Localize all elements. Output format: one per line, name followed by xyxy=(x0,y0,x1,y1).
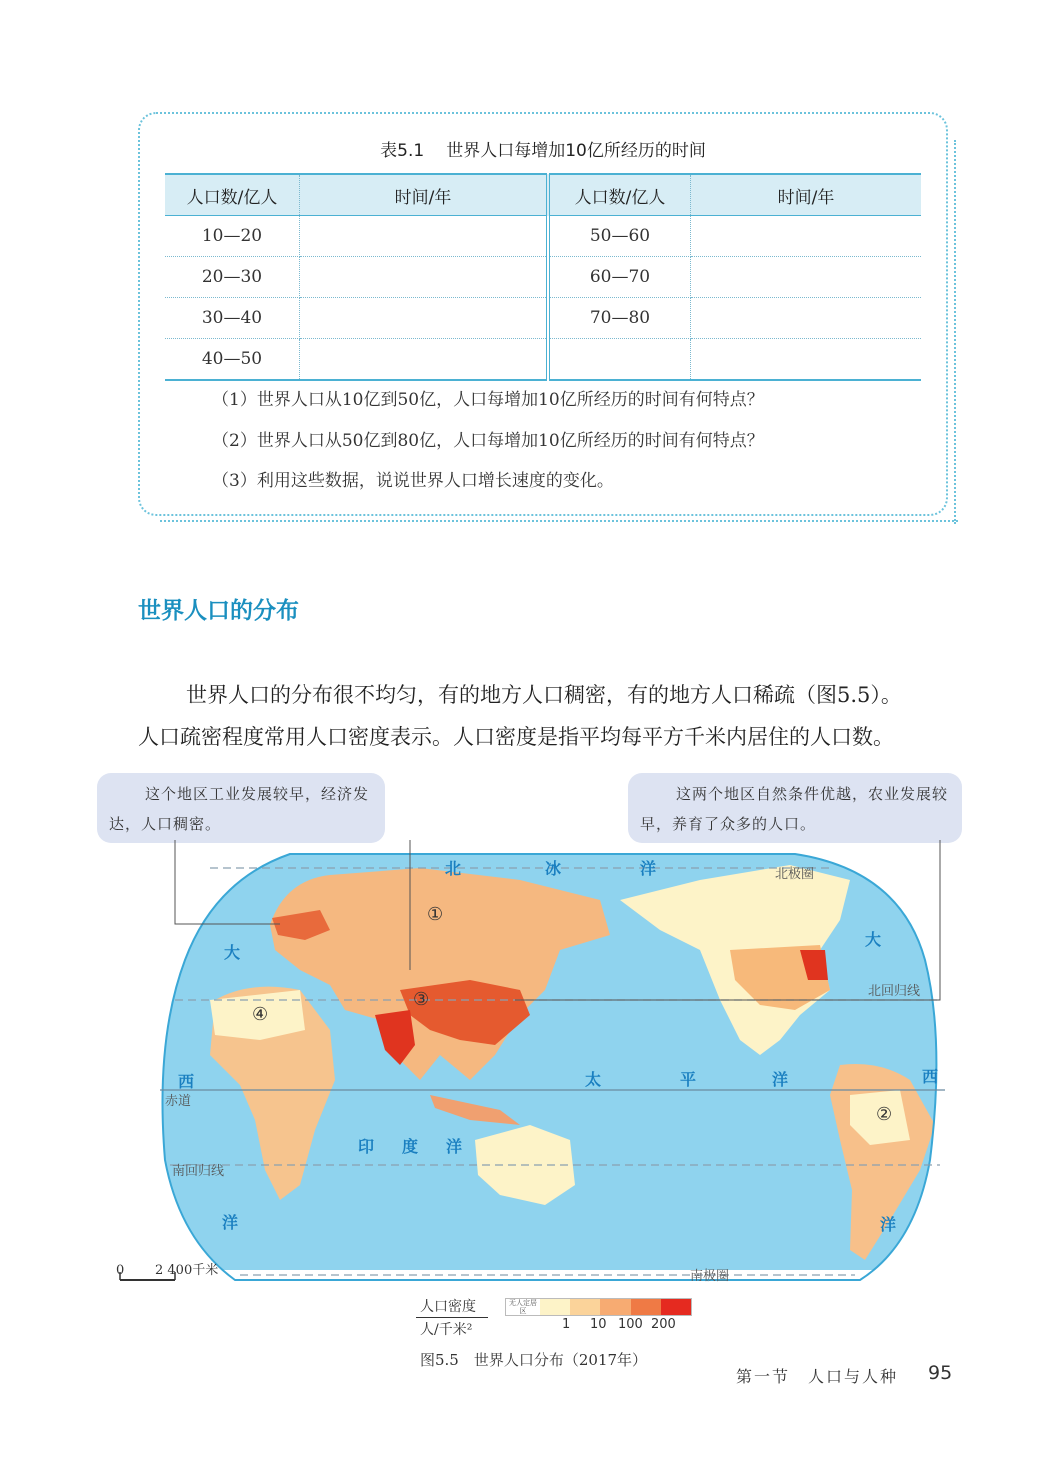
header-cell: 人口数/亿人 xyxy=(165,174,300,216)
ocean-label-atlantic-left: 洋 xyxy=(222,1213,239,1232)
scale-distance: 2 400千米 xyxy=(155,1263,219,1278)
table-row xyxy=(165,257,921,298)
legend-swatch xyxy=(600,1299,630,1315)
table-cell xyxy=(548,339,691,381)
callout-left: 这个地区工业发展较早，经济发达，人口稠密。 xyxy=(97,773,385,843)
legend-swatch xyxy=(570,1299,600,1315)
legend-tick: 100 xyxy=(618,1317,643,1332)
paragraph-line-1: 世界人口的分布很不均匀，有的地方人口稠密，有的地方人口稀疏（图5.5）。 xyxy=(186,683,902,707)
ocean-label-arctic: 北 xyxy=(445,859,462,878)
equator-label: 赤道 xyxy=(165,1094,192,1109)
table-cell xyxy=(300,298,549,339)
question-2: （2）世界人口从50亿到80亿，人口每增加10亿所经历的时间有何特点？ xyxy=(212,431,764,451)
header-cell: 时间/年 xyxy=(300,174,549,216)
question-3: （3）利用这些数据，说说世界人口增长速度的变化。 xyxy=(212,471,614,491)
table-title xyxy=(138,136,948,161)
region-marker-4: ④ xyxy=(252,1004,269,1025)
ocean-label-atlantic-right: 西 xyxy=(922,1067,939,1086)
ocean-label-pacific: 平 xyxy=(680,1070,697,1089)
table-number: 表5.1 xyxy=(380,141,425,161)
table-header-row xyxy=(165,174,921,216)
section-title: 世界人口的分布 xyxy=(138,598,299,624)
legend-title-top: 人口密度 xyxy=(420,1299,476,1315)
header-cell: 时间/年 xyxy=(691,174,922,216)
legend-tick: 1 xyxy=(562,1317,571,1332)
table-cell xyxy=(691,257,922,298)
ocean-label-arctic: 洋 xyxy=(640,859,657,878)
ocean-label-atlantic-right: 洋 xyxy=(880,1215,897,1234)
table-cell: 10—20 xyxy=(165,216,300,257)
table-title-text: 世界人口每增加10亿所经历的时间 xyxy=(446,141,706,161)
ocean-label-pacific: 洋 xyxy=(772,1070,789,1089)
antarctic-circle-label: 南极圈 xyxy=(690,1269,730,1284)
table-cell xyxy=(691,298,922,339)
table-cell xyxy=(300,339,549,381)
page-number: 95 xyxy=(928,1362,953,1384)
legend-title-bottom: 人/千米² xyxy=(420,1322,473,1338)
ocean-label-atlantic-right: 大 xyxy=(865,930,882,949)
world-population-map xyxy=(0,840,1044,1340)
table-cell: 70—80 xyxy=(548,298,691,339)
ocean-label-indian: 度 xyxy=(402,1137,419,1156)
callout-right: 这两个地区自然条件优越，农业发展较早，养育了众多的人口。 xyxy=(628,773,962,843)
ocean-label-pacific: 太 xyxy=(585,1070,602,1089)
table-cell: 50—60 xyxy=(548,216,691,257)
table-cell xyxy=(300,257,549,298)
table-cell: 40—50 xyxy=(165,339,300,381)
population-table xyxy=(165,173,921,381)
activity-box-shadow xyxy=(160,520,958,528)
table-cell xyxy=(691,216,922,257)
legend-tick: 200 xyxy=(651,1317,676,1332)
legend-title-divider xyxy=(416,1317,488,1318)
legend-tick: 10 xyxy=(590,1317,607,1332)
paragraph-line-2: 人口疏密程度常用人口密度表示。人口密度是指平均每平方千米内居住的人口数。 xyxy=(138,725,894,749)
region-marker-2: ② xyxy=(876,1104,893,1125)
table-row xyxy=(165,339,921,381)
scale-zero: 0 xyxy=(116,1263,125,1278)
legend-swatch xyxy=(631,1299,661,1315)
legend-no-people: 无人定居区 xyxy=(506,1299,540,1315)
activity-box-shadow-right xyxy=(954,140,960,524)
table-cell xyxy=(300,216,549,257)
question-1: （1）世界人口从10亿到50亿，人口每增加10亿所经历的时间有何特点？ xyxy=(212,390,764,410)
table-cell xyxy=(691,339,922,381)
tropic-of-cancer-label: 北回归线 xyxy=(868,984,921,999)
legend-swatch xyxy=(540,1299,570,1315)
ocean-label-atlantic-left: 西 xyxy=(178,1072,195,1091)
ocean-label-indian: 洋 xyxy=(446,1137,463,1156)
table-cell: 20—30 xyxy=(165,257,300,298)
legend-swatch xyxy=(661,1299,691,1315)
table-cell: 60—70 xyxy=(548,257,691,298)
figure-caption: 图5.5 世界人口分布（2017年） xyxy=(420,1351,648,1369)
footer-chapter: 第一节 人口与人种 xyxy=(736,1367,899,1386)
legend-color-bar xyxy=(505,1298,692,1316)
arctic-circle-label: 北极圈 xyxy=(775,867,815,882)
ocean-label-indian: 印 xyxy=(358,1137,375,1156)
table-row xyxy=(165,298,921,339)
table-row xyxy=(165,216,921,257)
ocean-label-atlantic-left: 大 xyxy=(224,943,241,962)
region-marker-1: ① xyxy=(427,904,444,925)
table-cell: 30—40 xyxy=(165,298,300,339)
tropic-of-capricorn-label: 南回归线 xyxy=(172,1164,225,1179)
ocean-label-arctic: 冰 xyxy=(545,859,562,878)
region-marker-3: ③ xyxy=(413,989,430,1010)
header-cell: 人口数/亿人 xyxy=(548,174,691,216)
